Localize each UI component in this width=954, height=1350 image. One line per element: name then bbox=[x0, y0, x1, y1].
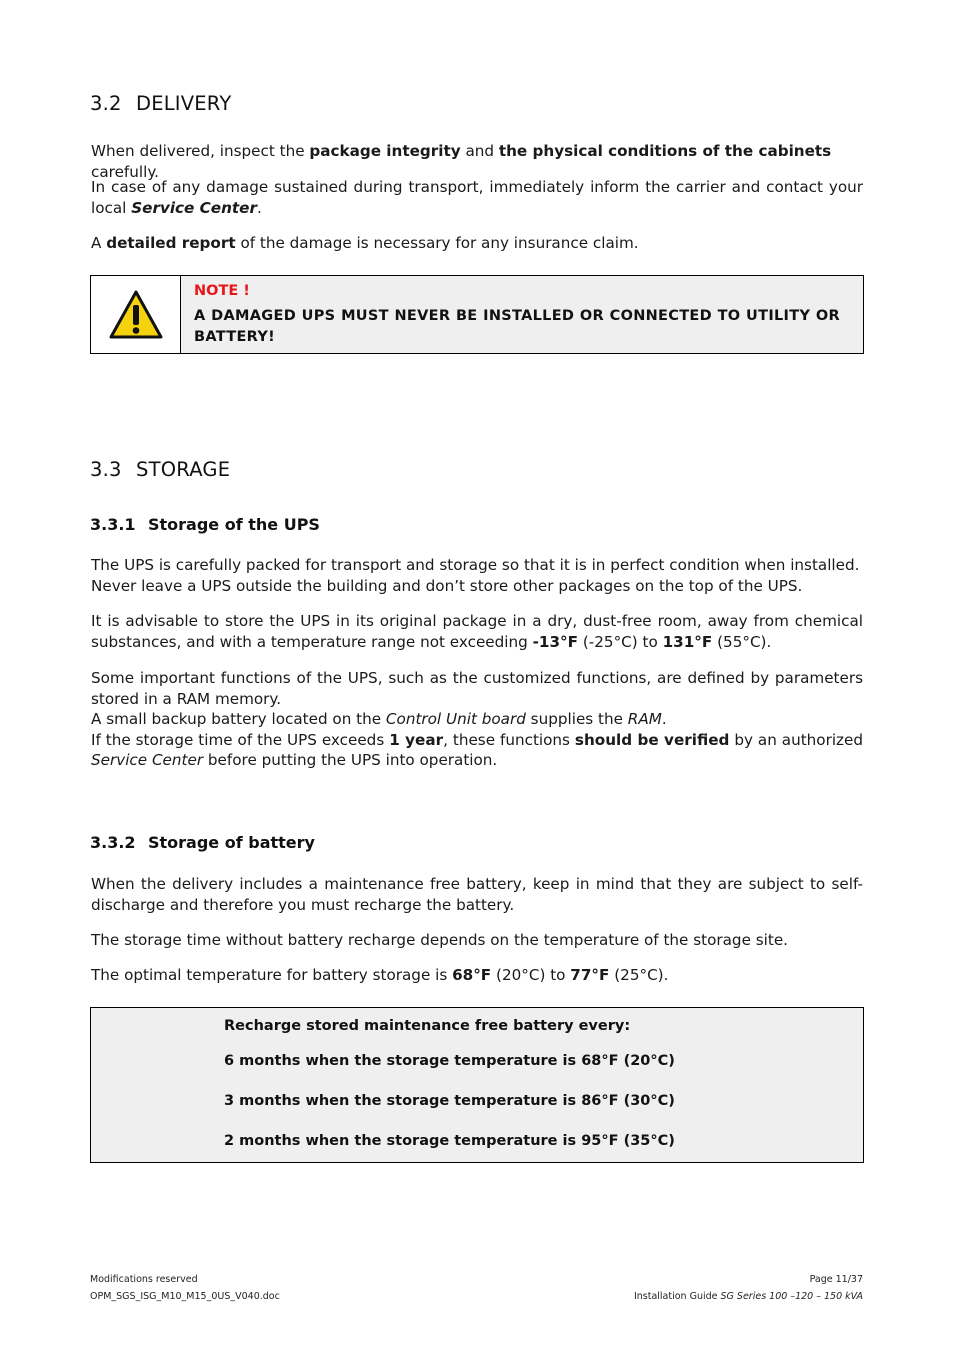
text-run: by an authorized bbox=[729, 730, 864, 749]
bold-text: 68°F bbox=[452, 966, 492, 984]
recharge-line: 3 months when the storage temperature is 86°F (30°C) bbox=[224, 1093, 675, 1109]
italic-text: Control Unit board bbox=[385, 710, 526, 728]
text-run: The optimal temperature for battery storage is bbox=[91, 966, 453, 984]
text-run: of the damage is necessary for any insurance claim. bbox=[235, 234, 639, 252]
delivery-paragraph-2 bbox=[91, 177, 863, 218]
bold-text: 77°F bbox=[570, 966, 610, 984]
recharge-info-box bbox=[90, 1007, 864, 1163]
text-run: If the storage time of the UPS exceeds bbox=[91, 730, 390, 749]
footer-guide-title bbox=[634, 1291, 863, 1302]
storage-battery-paragraph-1: When the delivery includes a maintenance free battery, keep in mind that they are subject to self-discharge and therefore you must recharge the battery. bbox=[91, 875, 863, 914]
text-run: . bbox=[661, 710, 667, 728]
recharge-heading: Recharge stored maintenance free battery every: bbox=[224, 1018, 631, 1034]
text-line bbox=[91, 709, 863, 730]
subsection-title: Storage of battery bbox=[148, 833, 315, 852]
text-run: (20°C) to bbox=[491, 966, 571, 984]
text-run: (-25°C) to bbox=[578, 632, 663, 651]
text-run: A small backup battery located on the bbox=[91, 710, 386, 728]
subsection-number: 3.3.1 bbox=[90, 515, 136, 534]
footer-modifications: Modifications reserved bbox=[90, 1274, 198, 1285]
section-title: STORAGE bbox=[136, 458, 231, 481]
section-heading-delivery bbox=[90, 92, 231, 115]
subsection-title: Storage of the UPS bbox=[148, 515, 320, 534]
bold-text: should be verified bbox=[574, 730, 730, 749]
bold-text: -13°F bbox=[532, 632, 579, 651]
warning-triangle-icon bbox=[108, 289, 164, 341]
text-run: and bbox=[460, 142, 499, 160]
bold-text: detailed report bbox=[106, 234, 236, 252]
text-run: A bbox=[91, 234, 107, 252]
italic-text: RAM bbox=[627, 710, 662, 728]
text-run: Installation Guide bbox=[633, 1291, 721, 1302]
footer-filename: OPM_SGS_ISG_M10_M15_0US_V040.doc bbox=[90, 1291, 280, 1302]
footer-page-number: Page 11/37 bbox=[809, 1274, 863, 1285]
text-run: , these functions bbox=[443, 730, 575, 749]
note-text: A DAMAGED UPS MUST NEVER BE INSTALLED OR CONNECTED TO UTILITY OR BATTERY! bbox=[194, 308, 840, 345]
subsection-heading-storage-battery bbox=[90, 833, 315, 852]
italic-text: Service Center bbox=[91, 751, 204, 769]
note-icon-cell bbox=[91, 276, 181, 353]
storage-ups-paragraph-2 bbox=[91, 611, 863, 652]
text-run: When delivered, inspect the bbox=[91, 142, 310, 160]
storage-ups-paragraph-1 bbox=[91, 555, 863, 596]
delivery-paragraph-1 bbox=[91, 141, 863, 182]
text-run: carefully. bbox=[91, 162, 159, 181]
storage-battery-paragraph-2: The storage time without battery recharge depends on the temperature of the storage site. bbox=[91, 931, 789, 949]
bold-text: the physical conditions of the cabinets bbox=[498, 142, 832, 160]
note-title: NOTE ! bbox=[194, 283, 250, 299]
section-number: 3.3 bbox=[90, 458, 122, 481]
section-number: 3.2 bbox=[90, 92, 122, 115]
text-run: (25°C). bbox=[609, 966, 669, 984]
delivery-paragraph-3 bbox=[91, 233, 863, 254]
text-run: supplies the bbox=[525, 710, 628, 728]
recharge-line: 2 months when the storage temperature is 95°F (35°C) bbox=[224, 1133, 675, 1149]
italic-text: SG Series 100 –120 – 150 kVA bbox=[720, 1291, 863, 1302]
section-title: DELIVERY bbox=[136, 92, 232, 115]
bold-italic-text: Service Center bbox=[131, 198, 257, 217]
text-run: . bbox=[256, 198, 262, 217]
text-line bbox=[91, 730, 863, 771]
storage-battery-paragraph-3 bbox=[91, 965, 863, 986]
storage-ups-paragraph-3 bbox=[91, 668, 863, 771]
section-heading-storage bbox=[90, 458, 230, 481]
text-run: It is advisable to store the UPS in its original package in a dry, dust-free room, away from chemical substances, and with a temperature range not exceeding bbox=[91, 612, 863, 651]
subsection-number: 3.3.2 bbox=[90, 833, 136, 852]
text-line: The UPS is carefully packed for transport and storage so that it is in perfect condition when installed. bbox=[91, 556, 860, 574]
bold-text: 131°F bbox=[662, 632, 713, 651]
text-run: before putting the UPS into operation. bbox=[203, 751, 498, 769]
subsection-heading-storage-ups bbox=[90, 515, 320, 534]
bold-text: package integrity bbox=[309, 142, 461, 160]
note-box bbox=[90, 275, 864, 354]
text-line: Never leave a UPS outside the building and don’t store other packages on the top of the UPS. bbox=[91, 576, 803, 595]
bold-text: 1 year bbox=[389, 730, 444, 749]
text-run: In case of any damage sustained during transport, immediately inform the carrier and contact your local bbox=[91, 178, 863, 217]
text-line: Some important functions of the UPS, such as the customized functions, are defined by parameters stored in a RAM memory. bbox=[91, 669, 863, 708]
text-run: (55°C). bbox=[712, 632, 772, 651]
recharge-line: 6 months when the storage temperature is 68°F (20°C) bbox=[224, 1053, 675, 1069]
